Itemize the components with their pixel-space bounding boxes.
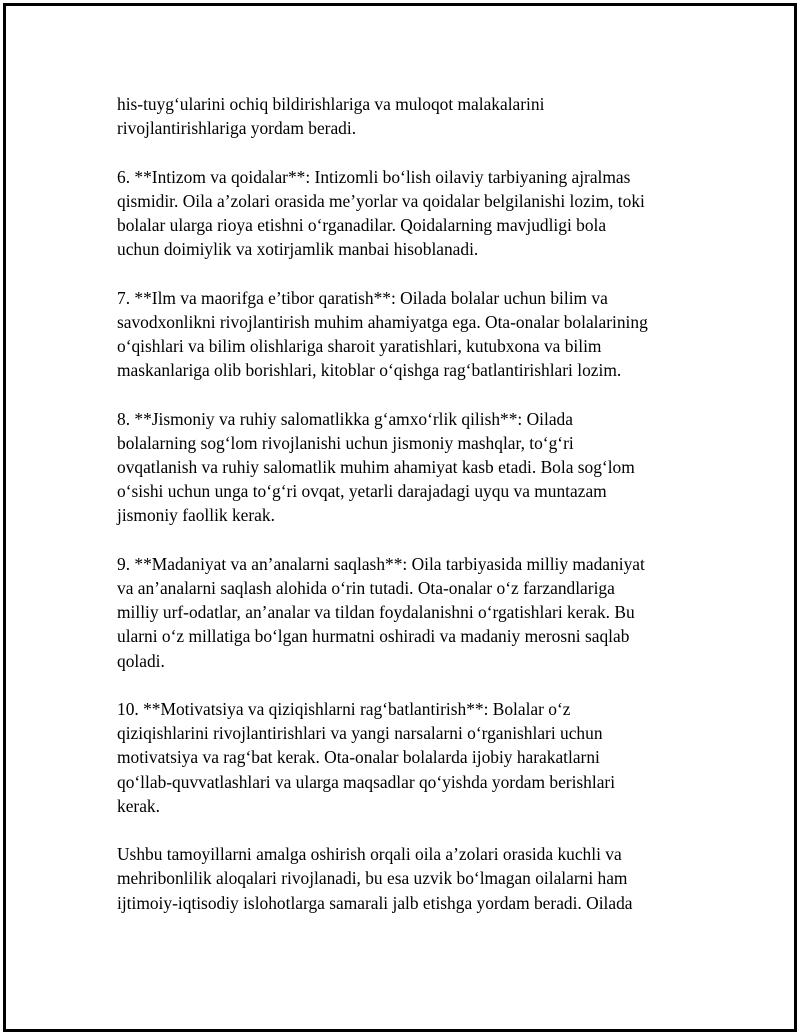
text-line: 10. **Motivatsiya va qiziqishlarni rag‘batlantirish**: Bolalar o‘z [117,699,571,719]
text-line: 8. **Jismoniy va ruhiy salomatlikka g‘amxo‘rlik qilish**: Oilada [117,408,573,429]
paragraph-motivation [117,697,687,818]
text-line: ularni o‘z millatiga bo‘lgan hurmatni oshiradi va madaniy merosni saqlab [117,626,630,647]
text-line: savodxonlikni rivojlantirish muhim ahamiyatga ega. Ota-onalar bolalarining [117,311,648,332]
text-line: milliy urf-odatlar, an’analar va tildan foydalanishni o‘rgatishlari kerak. Bu [117,602,635,623]
text-line: kerak. [117,795,160,816]
paragraph-conclusion [117,842,687,915]
paragraph-health [117,407,687,528]
document-body [117,92,687,939]
paragraph-culture-traditions [117,552,687,673]
text-line: bolalarning sog‘lom rivojlanishi uchun jismoniy mashqlar, to‘g‘ri [117,432,574,453]
paragraph-intro [117,92,687,140]
text-line: ijtimoiy-iqtisodiy islohotlarga samarali jalb etishga yordam beradi. Oilada [117,892,633,913]
text-line: va an’analarni saqlash alohida o‘rin tutadi. Ota-onalar o‘z farzandlariga [117,578,615,598]
text-line: maskanlariga olib borishlari, kitoblar o‘qishga rag‘batlantirishlari lozim. [117,360,622,381]
text-line: Ushbu tamoyillarni amalga oshirish orqali oila a’zolari orasida kuchli va [117,844,622,865]
text-line: qo‘llab-quvvatlashlari va ularga maqsadlar qo‘yishda yordam berishlari [117,771,616,792]
text-line: qismidir. Oila a’zolari orasida me’yorlar va qoidalar belgilanishi lozim, toki [117,190,645,211]
text-line: bolalar ularga rioya etishni o‘rganadilar. Qoidalarning mavjudligi bola [117,215,607,235]
text-line: uchun doimiylik va xotirjamlik manbai hisoblanadi. [117,239,479,260]
text-line: his-tuyg‘ularini ochiq bildirishlariga va muloqot malakalarini [117,94,545,114]
text-line: ovqatlanish va ruhiy salomatlik muhim ahamiyat kasb etadi. Bola sog‘lom [117,457,635,477]
paragraph-discipline-rules [117,165,687,262]
text-line: jismoniy faollik kerak. [117,505,275,526]
text-line: qoladi. [117,650,165,671]
text-line: motivatsiya va rag‘bat kerak. Ota-onalar bolalarda ijobiy harakatlarni [117,747,600,768]
paragraph-education [117,286,687,383]
text-line: 6. **Intizom va qoidalar**: Intizomli bo‘lish oilaviy tarbiyaning ajralmas [117,166,631,187]
text-line: mehribonlilik aloqalari rivojlanadi, bu esa uzvik bo‘lmagan oilalarni ham [117,868,628,889]
text-line: o‘qishlari va bilim olishlariga sharoit yaratishlari, kutubxona va bilim [117,336,602,356]
text-line: rivojlantirishlariga yordam beradi. [117,118,357,139]
text-line: o‘sishi uchun unga to‘g‘ri ovqat, yetarli darajadagi uyqu va muntazam [117,481,607,502]
text-line: 7. **Ilm va maorifga e’tibor qaratish**: Oilada bolalar uchun bilim va [117,287,608,308]
text-line: 9. **Madaniyat va an’analarni saqlash**: Oila tarbiyasida milliy madaniyat [117,553,645,574]
text-line: qiziqishlarini rivojlantirishlari va yangi narsalarni o‘rganishlari uchun [117,723,603,744]
